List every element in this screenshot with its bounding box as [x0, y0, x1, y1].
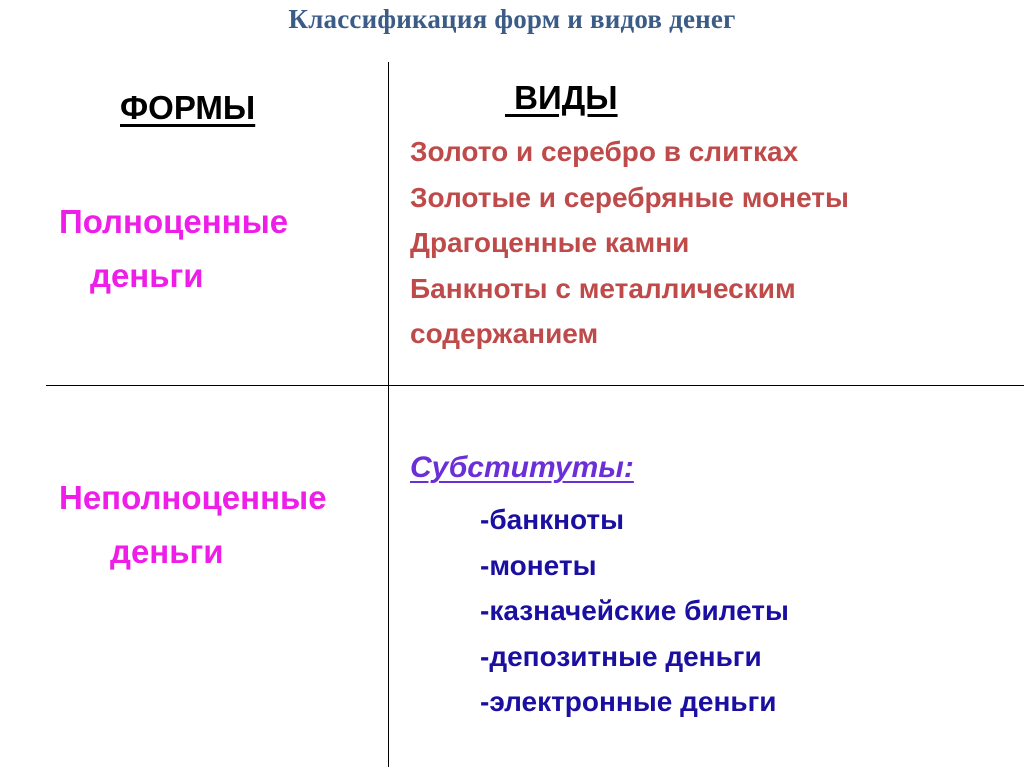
partial-money-form-line2: деньги [110, 533, 224, 570]
substitute-item: -казначейские билеты [480, 595, 789, 626]
full-money-type-item: Золотые и серебряные монеты [410, 181, 849, 213]
partial-money-form [59, 471, 327, 579]
substitute-item: -электронные деньги [480, 686, 777, 717]
slide-title: Классификация форм и видов денег [288, 4, 736, 34]
substitutes-heading: Субституты: [410, 451, 634, 484]
full-money-form-line1: Полноценные [59, 203, 289, 240]
full-money-type-item: Банкноты с металлическим [410, 272, 796, 304]
partial-money-form-line1: Неполноценные [59, 479, 327, 516]
forms-column-header: ФОРМЫ [120, 89, 256, 126]
full-money-form [59, 195, 288, 303]
types-column-header: ВИДЫ [505, 79, 618, 116]
full-money-type-item: Золото и серебро в слитках [410, 136, 799, 167]
horizontal-divider [46, 385, 1024, 386]
full-money-type-item: Драгоценные камни [410, 227, 690, 258]
substitute-item: -депозитные деньги [480, 640, 762, 672]
substitutes-list [480, 497, 789, 725]
substitute-item: -монеты [480, 549, 597, 581]
vertical-divider [388, 62, 389, 767]
full-money-types-list [410, 129, 849, 357]
substitute-item: -банкноты [480, 504, 625, 535]
full-money-form-line2: деньги [90, 257, 204, 294]
full-money-type-item: содержанием [410, 318, 599, 349]
